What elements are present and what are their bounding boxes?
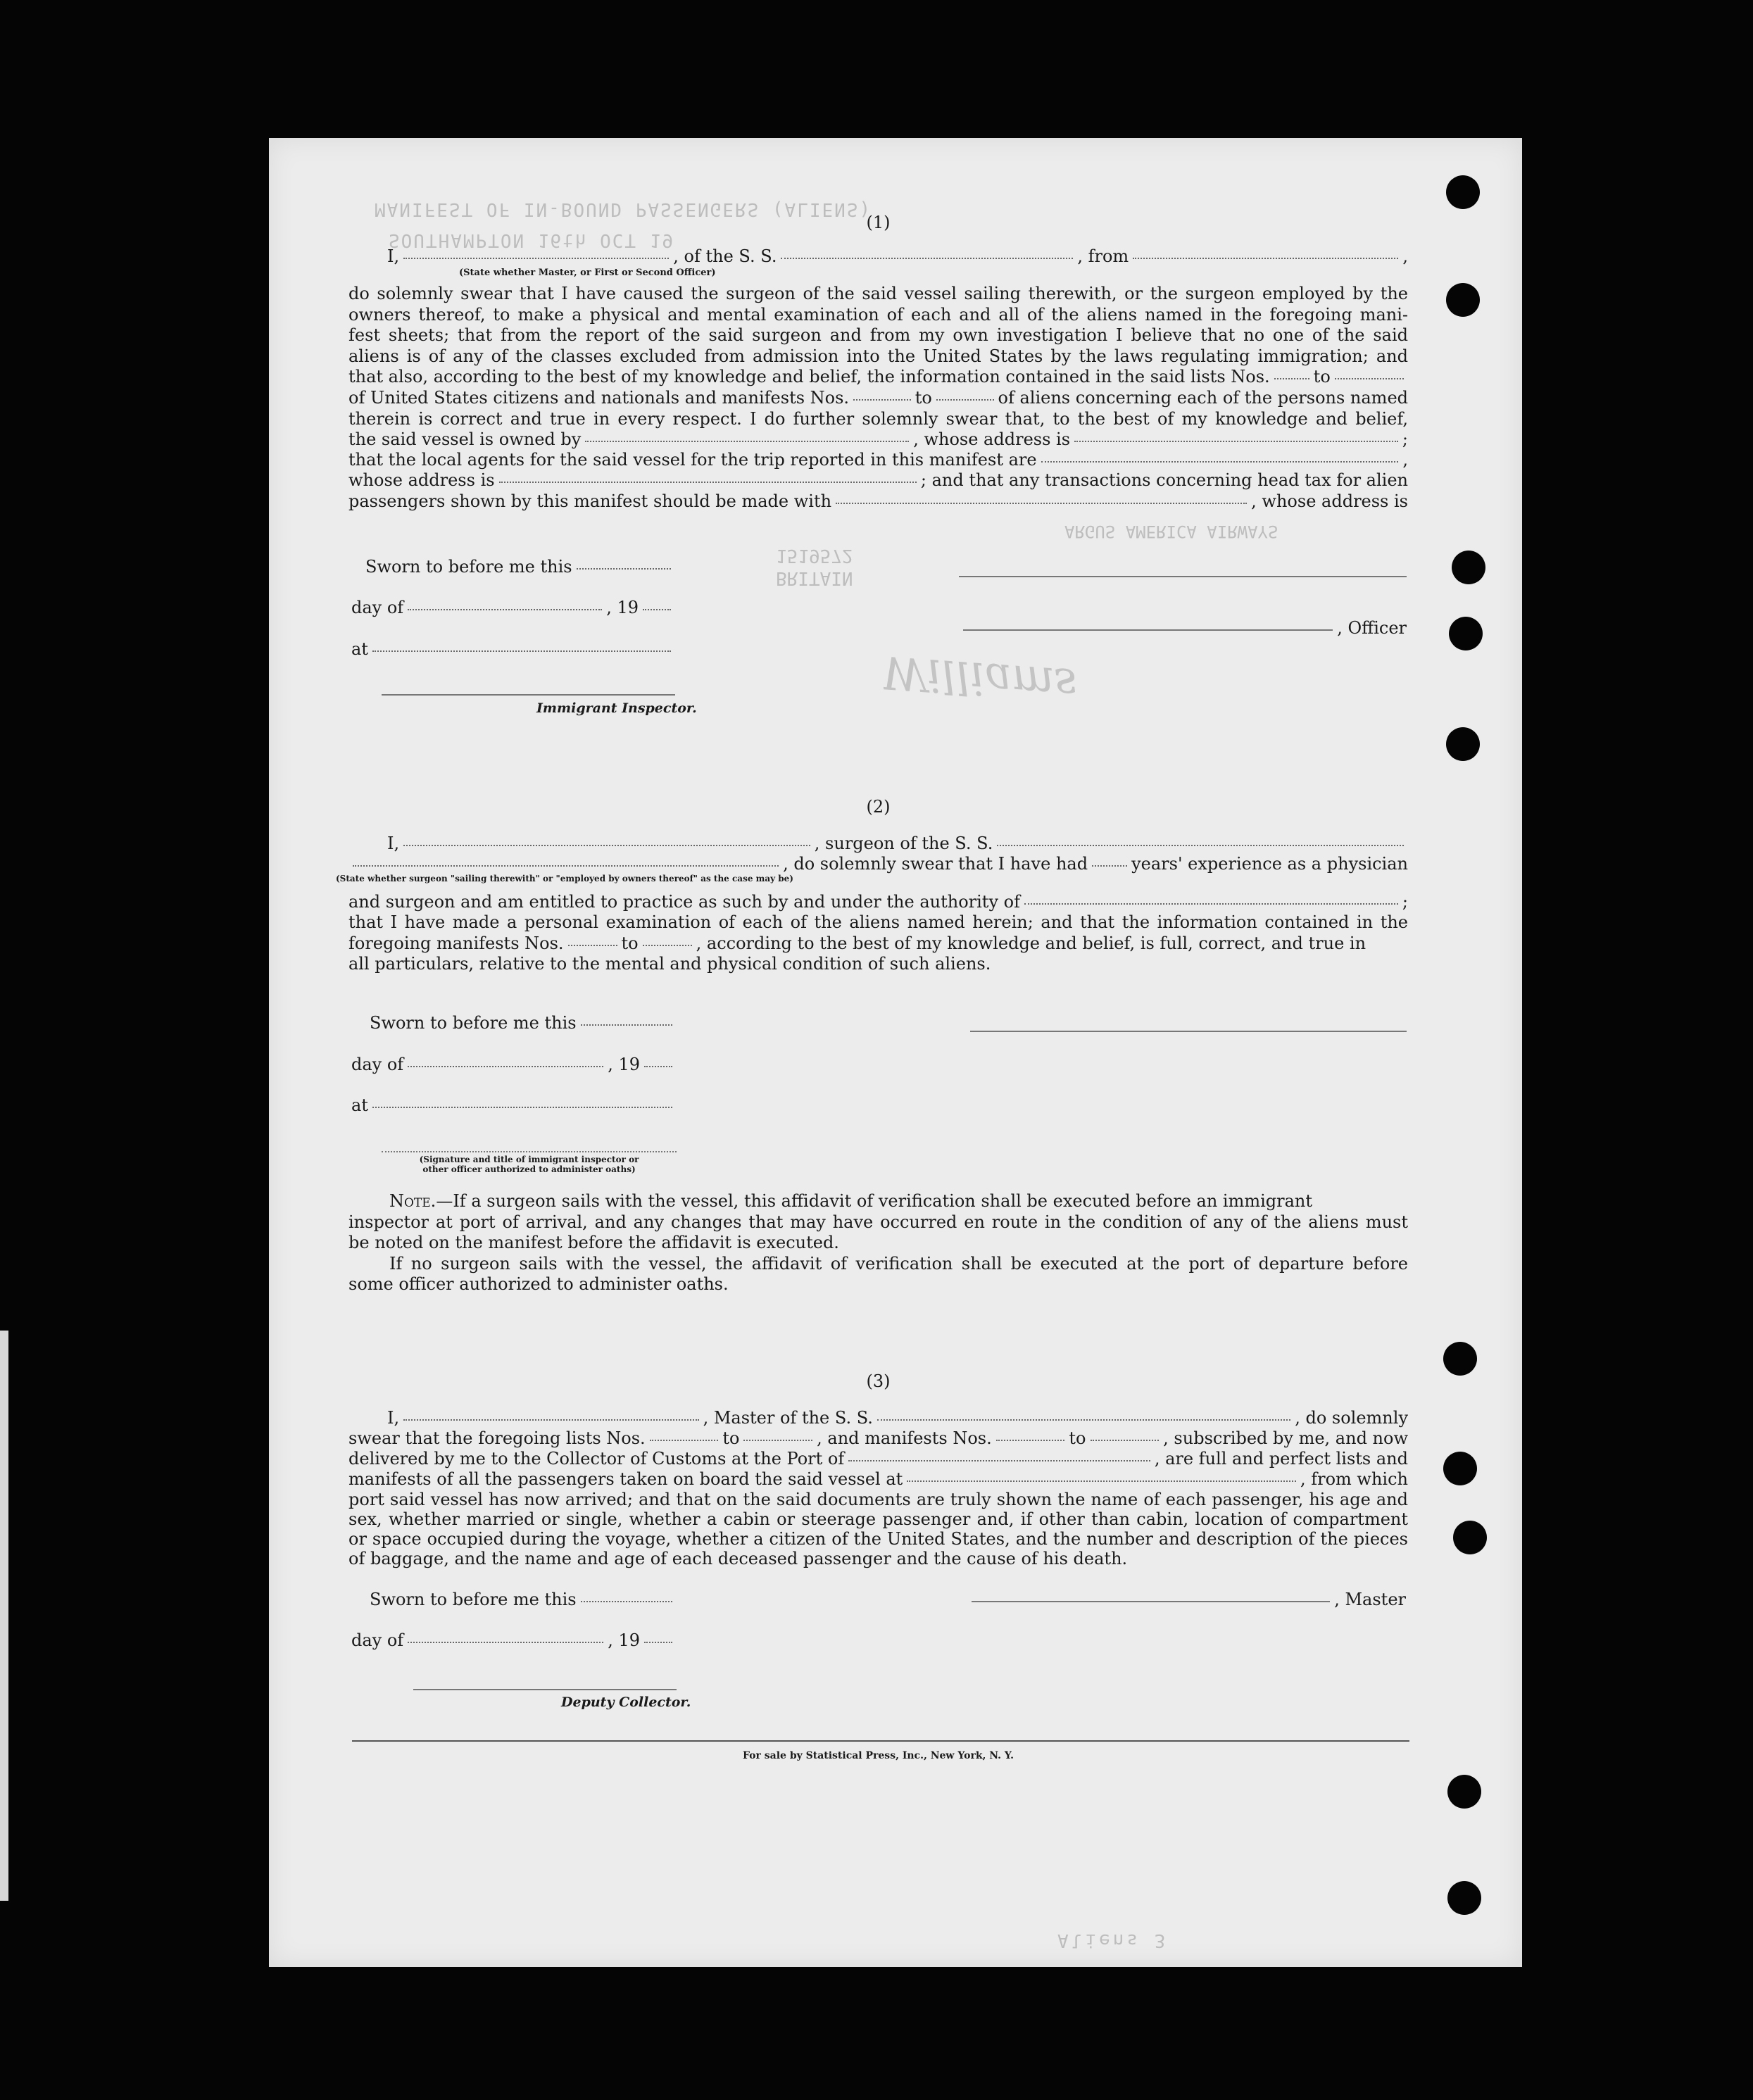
section-3-lists-line: swear that the foregoing lists Nos. to , and manifests Nos. to , subscribed by me, and now bbox=[348, 1428, 1409, 1448]
master3-sworn-month-field[interactable] bbox=[408, 1642, 603, 1643]
collector-port-field[interactable] bbox=[848, 1460, 1150, 1461]
manifests-from-field[interactable] bbox=[853, 399, 911, 401]
surgeon-signature-field[interactable] bbox=[970, 1031, 1407, 1032]
section-1-agent-address-line: whose address is ; and that any transactions concerning head tax for alien bbox=[348, 470, 1408, 490]
surgeon-sworn-place-field[interactable] bbox=[372, 1107, 672, 1108]
master3-lists-to-field[interactable] bbox=[743, 1440, 812, 1441]
owner-address-field[interactable] bbox=[1074, 441, 1398, 442]
binder-hole bbox=[1443, 1342, 1477, 1376]
section-1-lists-line: that also, according to the best of my knowledge and belief, the information contained in the said lists Nos. to bbox=[348, 367, 1408, 388]
bleed-through-text: BRITAIN bbox=[776, 567, 853, 589]
section-2-particulars-line: all particulars, relative to the mental and physical condition of such aliens. bbox=[348, 954, 991, 974]
section-3-paragraph: port said vessel has now arrived; and that on the said documents are truly shown the name of each passenger, his age and sex, whether married or single, whether a cabin or steerage passenger and, if other than cabin, location of compartment or space occupied during the voyage, whether a citizen of the United States, and the number and description of the pieces bbox=[348, 1490, 1408, 1549]
section-3-boarded-line: manifests of all the passengers taken on board the said vessel at , from which bbox=[348, 1469, 1408, 1489]
lists-to-field[interactable] bbox=[1335, 378, 1404, 379]
surgeon-name-field[interactable] bbox=[403, 845, 810, 846]
section-1-day-line: day of , 19 bbox=[351, 598, 675, 619]
bleed-through-text: MANIFEST OF IN-BOUND PASSENGERS (ALIENS) bbox=[375, 199, 872, 220]
section-2-surgeon-line: I, , surgeon of the S. S. bbox=[348, 834, 1408, 855]
surgeon-type-note: (State whether surgeon "sailing therewith" or "employed by owners thereof" as the case may be) bbox=[336, 874, 793, 884]
binder-hole bbox=[1446, 727, 1480, 761]
surgeon-vessel-field[interactable] bbox=[997, 845, 1404, 846]
section-1-manifests-line: of United States citizens and nationals and manifests Nos. to of aliens concerning each of the persons named bbox=[348, 388, 1409, 408]
deputy-collector-label: Deputy Collector. bbox=[561, 1695, 691, 1710]
binder-hole bbox=[1447, 1775, 1481, 1809]
surgeon-inspector-signature-field[interactable] bbox=[382, 1151, 677, 1152]
section-2-number: (2) bbox=[866, 797, 891, 817]
manifest-verification-page bbox=[269, 138, 1522, 1967]
sworn-year-field[interactable] bbox=[643, 609, 671, 610]
section-3-port-line: delivered by me to the Collector of Customs at the Port of , are full and perfect lists and bbox=[348, 1449, 1408, 1469]
section-1-master-line: I, , of the S. S. , from , bbox=[387, 246, 1408, 266]
section-1-number: (1) bbox=[866, 213, 891, 232]
binder-hole bbox=[1453, 1521, 1487, 1554]
head-tax-party-field[interactable] bbox=[836, 503, 1247, 504]
printer-footer: For sale by Statistical Press, Inc., New York, N. Y. bbox=[743, 1750, 1014, 1761]
section-1-at-line: at bbox=[351, 639, 675, 660]
boarding-port-field[interactable] bbox=[907, 1480, 1296, 1482]
section-3-last-line: of baggage, and the name and age of each deceased passenger and the cause of his death. bbox=[348, 1549, 1128, 1568]
master-signature-line: , Master bbox=[967, 1590, 1406, 1611]
section-3-day-line: day of , 19 bbox=[351, 1630, 677, 1652]
section-2-note: Note. —If a surgeon sails with the vessel, this affidavit of verification shall be executed before an immigrant inspector at port of arrival, and any changes that may have occurred en route in the condition of any of the aliens must be noted on the manifest before the affidavit is executed. If no surgeon sails with the vessel, the affidavit of verification shall be executed at the port of departure before some officer authorized to administer oaths. bbox=[348, 1191, 1408, 1295]
master3-manifests-from-field[interactable] bbox=[996, 1440, 1065, 1441]
master3-vessel-field[interactable] bbox=[877, 1419, 1290, 1421]
binder-hole bbox=[1452, 551, 1485, 584]
owner-field[interactable] bbox=[585, 441, 909, 442]
surgeon-manifest-from-field[interactable] bbox=[568, 945, 617, 946]
sworn-place-field[interactable] bbox=[372, 650, 671, 652]
from-port-field[interactable] bbox=[1133, 258, 1398, 259]
binder-hole bbox=[1446, 175, 1480, 209]
section-2-examination-line: that I have made a personal examination of each of the aliens named herein; and that the information contained in the bbox=[348, 912, 1408, 932]
bleed-through-text: SOUTHAMPTON 16th OCT 19 bbox=[389, 230, 675, 251]
surgeon-manifest-to-field[interactable] bbox=[643, 945, 692, 946]
section-1-sworn-line: Sworn to before me this bbox=[365, 557, 675, 578]
inspector-title-note: (Signature and title of immigrant inspector or other officer authorized to administer oaths) bbox=[419, 1155, 639, 1174]
sworn-month-field[interactable] bbox=[408, 609, 602, 610]
surgeon-sworn-month-field[interactable] bbox=[408, 1066, 603, 1067]
section-3-sworn-line: Sworn to before me this bbox=[370, 1590, 677, 1611]
surgeon-sworn-date-field[interactable] bbox=[581, 1024, 672, 1026]
inspector-signature-field[interactable] bbox=[382, 694, 675, 696]
section-1-owner-line: the said vessel is owned by , whose address is ; bbox=[348, 429, 1408, 449]
surgeon-type-field[interactable] bbox=[353, 865, 779, 867]
bleed-through-text: Aliens 3 bbox=[1057, 1930, 1169, 1951]
master3-name-field[interactable] bbox=[403, 1419, 698, 1421]
surgeon-sworn-year-field[interactable] bbox=[644, 1066, 672, 1067]
lists-from-field[interactable] bbox=[1274, 378, 1309, 379]
practice-authority-field[interactable] bbox=[1024, 903, 1398, 905]
binder-hole bbox=[1443, 1452, 1477, 1485]
years-experience-field[interactable] bbox=[1092, 865, 1127, 867]
deputy-collector-signature-field[interactable] bbox=[413, 1689, 677, 1690]
officer-signature-line: , Officer bbox=[959, 618, 1407, 639]
section-2-day-line: day of , 19 bbox=[351, 1055, 677, 1076]
bleed-through-text: 1519572 bbox=[776, 545, 853, 566]
section-1-head-tax-line: passengers shown by this manifest should be made with , whose address is bbox=[348, 491, 1408, 511]
officer-signature-field[interactable] bbox=[963, 629, 1333, 631]
manifests-to-field[interactable] bbox=[936, 399, 994, 401]
section-2-sworn-line: Sworn to before me this bbox=[370, 1013, 677, 1034]
section-2-authority-line: and surgeon and am entitled to practice as such by and under the authority of ; bbox=[348, 892, 1408, 912]
section-1-oath-paragraph: do solemnly swear that I have caused the surgeon of the said vessel sailing therewith, or the surgeon employed by the owners thereof, to make a physical and mental examination of each and all of the aliens named in the foregoing mani- fest sheets; that from the report of the said surgeon and from my own investigation I believe that no one of the said aliens is of any of the classes excluded from admission into the United States by the laws regulating immigration; and bbox=[348, 284, 1408, 366]
master3-sworn-year-field[interactable] bbox=[644, 1642, 672, 1643]
sworn-date-field[interactable] bbox=[577, 568, 671, 570]
master3-manifests-to-field[interactable] bbox=[1091, 1440, 1160, 1441]
master-rank-note: (State whether Master, or First or Second Officer) bbox=[459, 268, 716, 278]
vessel-name-field[interactable] bbox=[781, 258, 1073, 259]
bleed-through-signature: Williams bbox=[879, 645, 1079, 711]
section-1-correct-line: therein is correct and true in every respect. I do further solemnly swear that, to the best of my knowledge and belief, bbox=[348, 409, 1408, 429]
adjacent-page-edge bbox=[0, 1331, 8, 1901]
agents-address-field[interactable] bbox=[499, 482, 917, 483]
section-3-master-line: I, , Master of the S. S. , do solemnly bbox=[387, 1408, 1408, 1428]
local-agents-field[interactable] bbox=[1041, 461, 1399, 463]
section-3-number: (3) bbox=[866, 1371, 891, 1391]
master3-lists-from-field[interactable] bbox=[650, 1440, 719, 1441]
immigrant-inspector-label: Immigrant Inspector. bbox=[536, 700, 697, 716]
master3-sworn-date-field[interactable] bbox=[581, 1601, 672, 1602]
binder-hole bbox=[1449, 617, 1483, 650]
master-name-field[interactable] bbox=[403, 258, 669, 259]
bleed-through-text: ARGUS AMERICA AIRWAYS bbox=[1064, 522, 1278, 541]
binder-hole bbox=[1447, 1881, 1481, 1915]
section-1-agents-line: that the local agents for the said vessel for the trip reported in this manifest are , bbox=[348, 450, 1408, 470]
binder-hole bbox=[1446, 283, 1480, 317]
section-1-address-line[interactable] bbox=[959, 576, 1407, 577]
section-2-manifests-line: foregoing manifests Nos. to , according to the best of my knowledge and belief, is full, correct, and true in bbox=[348, 933, 1366, 953]
footer-rule bbox=[352, 1740, 1409, 1742]
master-signature-field[interactable] bbox=[972, 1601, 1330, 1602]
section-2-experience-line: , do solemnly swear that I have had years' experience as a physician bbox=[348, 854, 1408, 875]
section-2-at-line: at bbox=[351, 1095, 677, 1117]
